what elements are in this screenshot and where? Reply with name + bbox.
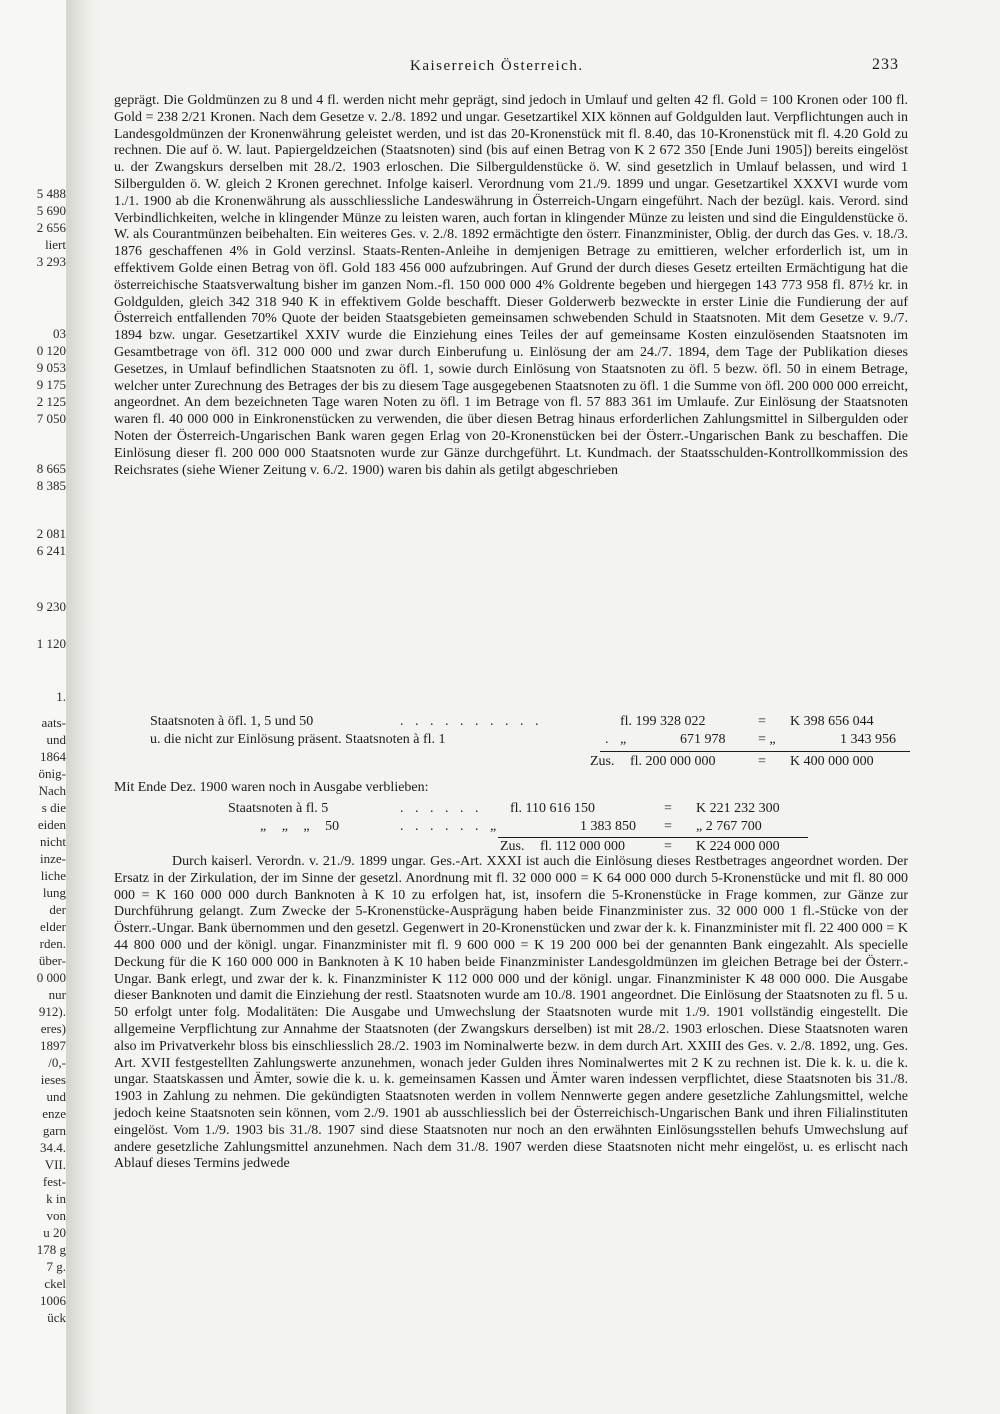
adjacent-page-fragment: 9 230 — [36, 599, 66, 614]
adjacent-page-fragment: 5 690 — [36, 203, 66, 218]
adjacent-page-fragment: VII. — [44, 1157, 66, 1172]
table-cell-equals: = „ — [758, 732, 776, 747]
adjacent-page-edge — [0, 0, 68, 1414]
table-cell-equals: = — [664, 819, 672, 834]
adjacent-page-fragment: nicht — [40, 834, 66, 849]
adjacent-page-fragment: 2 656 — [36, 220, 66, 235]
adjacent-page-fragment: enze — [42, 1106, 66, 1121]
table-cell-gulden: fl. 199 328 022 — [620, 714, 706, 729]
adjacent-page-fragment: eiden — [37, 817, 66, 832]
adjacent-page-fragment: 9 175 — [36, 377, 66, 392]
table-cell-kronen: 1 343 956 — [840, 732, 896, 747]
sum-gulden: fl. 200 000 000 — [630, 754, 716, 769]
sum-equals: = — [664, 839, 672, 854]
table-cell-equals: = — [664, 801, 672, 816]
adjacent-page-fragment: eres) — [40, 1021, 66, 1036]
adjacent-page-fragment: 7 050 — [36, 411, 66, 426]
adjacent-page-fragment: ckel — [44, 1276, 66, 1291]
sum-rule — [600, 751, 910, 752]
adjacent-page-fragment: 2 081 — [36, 526, 66, 541]
table-row-label: Staatsnoten à fl. 5 — [228, 801, 329, 816]
adjacent-page-fragment: nur — [48, 987, 66, 1002]
table-row-label: Staatsnoten à öfl. 1, 5 und 50 — [150, 714, 314, 729]
adjacent-page-fragment: fest- — [42, 1174, 66, 1189]
sum-label: Zus. — [590, 754, 615, 769]
table-cell-equals: = — [758, 714, 766, 729]
adjacent-page-fragment: 9 053 — [36, 360, 66, 375]
adjacent-page-fragment: 7 g. — [46, 1259, 66, 1274]
table-cell-kronen: „ 2 767 700 — [696, 819, 762, 834]
adjacent-page-fragment: s die — [41, 800, 66, 815]
adjacent-page-fragment: 912). — [38, 1004, 66, 1019]
adjacent-page-fragment: rden. — [39, 936, 66, 951]
leader-dots: . . . . . . — [400, 801, 483, 816]
table-cell-gulden: fl. 110 616 150 — [510, 801, 596, 816]
adjacent-page-fragment: 1897 — [40, 1038, 66, 1053]
adjacent-page-fragment: und — [46, 732, 66, 747]
adjacent-page-fragment: 178 g — [36, 1242, 66, 1257]
adjacent-page-fragment: önig- — [38, 766, 66, 781]
adjacent-page-fragment: 03 — [53, 326, 66, 341]
adjacent-page-fragment: 1006 — [40, 1293, 66, 1308]
table-cell-gulden: 1 383 850 — [580, 819, 636, 834]
leader-dots: . . . . . . „ — [400, 819, 501, 834]
sum-equals: = — [758, 754, 766, 769]
adjacent-page-fragment: von — [46, 1208, 66, 1223]
adjacent-page-fragment: /0,- — [48, 1055, 66, 1070]
adjacent-page-fragment: 5 488 — [36, 186, 66, 201]
adjacent-page-fragment: 0 000 — [36, 970, 66, 985]
table-cell-kronen: K 398 656 044 — [790, 714, 874, 729]
adjacent-page-fragment: Nach — [38, 783, 66, 798]
adjacent-page-fragment: 1. — [56, 689, 66, 704]
adjacent-page-fragment: 8 385 — [36, 478, 66, 493]
book-gutter — [66, 0, 100, 1414]
adjacent-page-fragment: 6 241 — [36, 543, 66, 558]
sum-kronen: K 400 000 000 — [790, 754, 874, 769]
adjacent-page-fragment: liche — [40, 868, 66, 883]
sum-label: Zus. — [500, 839, 525, 854]
adjacent-page-fragment: 0 120 — [36, 343, 66, 358]
adjacent-page-fragment: 8 665 — [36, 461, 66, 476]
paragraph-redemption-details: Durch kaiserl. Verordn. v. 21./9. 1899 ungar. Ges.-Art. XXXI ist auch die Einlösung dieses Restbetrages angeordnet worden. Der Ersatz in der Zirkulation, der im Sinne der gesetzl. Anordnung mit fl. 32 000 000 = K 64 000 000 durch 5-Kronenstücke und mit fl. 80 000 000 = K 160 000 000 durch Banknoten à K 10 zu erfolgen hat, ist, insofern die 5-Kronenstücke in Frage kommen, zur Gänze zur Durchführung gelangt. Zum Zwecke der 5-Kronenstücke-Ausprägung haben beide Finanzminister zus. 32 000 000 1 fl.-Stücke von der Österr.-Ungar. Bank übernommen und den gesetzl. Gegenwert in 20-Kronenstücken und zwar der k. k. Finanzminister mit fl. 22 400 000 = K 44 800 000 und der königl. ungar. Finanzminister mit fl. 9 600 000 = K 19 200 000 bei der genannten Bank eingezahlt. Als specielle Deckung für die K 160 000 000 in Banknoten à K 10 haben beide Finanzminister Landesgoldmünzen im gleichen Betrage bei der Österr.-Ungar. Bank erlegt, und zwar der k. k. Finanzminister K 112 000 000 und der königl. ungar. Finanzminister K 48 000 000. Die Ausgabe dieser Banknoten und damit die Einziehung der restl. Staatsnoten wurde am 10./8. 1901 angeordnet. Die Einlösung der Staatsnoten zu fl. 5 u. 50 erfolgt unter folg. Modalitäten: Die Ausgabe und Umwechslung der Staatsnoten wurde mit 1./9. 1901 vollständig eingestellt. Die allgemeine Verpflichtung zur Annahme der Staatsnoten (der Zwangskurs derselben) ist mit 28./2. 1903 erloschen. Diese Staatsnoten waren also im Privatverkehr bloss bis einschliesslich 28./2. 1903 im Nominalwerte bezw. in dem durch Art. XXIII des Ges. v. 2./8. 1892, ung. Ges. Art. XVII festgestellten Zahlungswerte anzunehmen, wonach jeder Gulden ihres Nominalwertes mit 2 K zu rechnen ist. Die k. k. u. die k. ungar. Staatskassen und Ämter, sowie die k. u. k. gemeinsamen Kassen und Ämter waren indessen verpflichtet, diese Staatsnoten bis 31./8. 1903 in Zahlung zu nehmen. Die gekündigten Staatsnoten werden in vollem Nennwerte gegen andere gesetzliche Zahlungsmittel, welche jedoch keine Staatsnoten sein können, vom 2./9. 1901 ab ausschliesslich bei der Österreichisch-Ungarischen Bank und ihren Filialinstituten eingelöst. Vom 1./9. 1903 bis 31./8. 1907 sind diese Staatsnoten nur noch an den erwähnten Einlösungsstellen behufs Umwechslung auf andere gesetzliche Zahlungsmittel anzunehmen. Nach dem 31./8. 1907 werden diese Staatsnoten nicht mehr eingelöst, u. es erlischt nach Ablauf dieses Termins jedwede — [114, 854, 908, 1172]
book-page — [100, 0, 1000, 1414]
table-cell-kronen: K 221 232 300 — [696, 801, 780, 816]
adjacent-page-fragment: ieses — [40, 1072, 66, 1087]
adjacent-page-fragment: u 20 — [43, 1225, 66, 1240]
sum-gulden: fl. 112 000 000 — [540, 839, 626, 854]
adjacent-page-fragment: 1864 — [40, 749, 66, 764]
adjacent-page-fragment: und — [46, 1089, 66, 1104]
remaining-intro: Mit Ende Dez. 1900 waren noch in Ausgabe verblieben: — [114, 780, 429, 795]
adjacent-page-fragment: k in — [46, 1191, 66, 1206]
paragraph-currency-history: geprägt. Die Goldmünzen zu 8 und 4 fl. werden nicht mehr geprägt, sind jedoch in Umlauf und gelten 42 fl. Gold = 100 Kronen oder 100 fl. Gold = 238 2/21 Kronen. Nach dem Gesetze v. 2./8. 1892 und ungar. Gesetzartikel XIX können auf Goldgulden laut. Verpflichtungen auch in Landesgoldmünzen der Kronenwährung geleistet werden, und ist das 20-Kronenstück mit fl. 8.40, das 10-Kronenstück mit fl. 4.20 Gold zu rechnen. Die auf ö. W. laut. Papiergeldzeichen (Staatsnoten) sind (bis auf einen Betrag von K 2 672 350 [Ende Juni 1905]) bereits eingelöst u. der Zwangskurs derselben mit 28./2. 1903 erloschen. Die Silberguldenstücke ö. W. sind gesetzlich in Umlauf belassen, und wird 1 Silbergulden ö. W. gleich 2 Kronen gerechnet. Infolge kaiserl. Verordnung vom 21./9. 1899 und ungar. Gesetzartikel XXXVI wurde vom 1./1. 1900 ab die Kronenwährung als ausschliessliche Landeswährung in Österreich-Ungarn eingeführt. Nach der bezügl. kais. Verord. sind Verbindlichkeiten, welche in klingender Münze zu leisten waren, auch fortan in klingender Münze zu leisten und sind die Einguldenstücke ö. W. als Courantmünzen beibehalten. Ein weiteres Ges. v. 2./8. 1892 ermächtigte den österr. Finanzminister, Oblig. der durch das Ges. v. 18./3. 1876 geschaffenen 4% in Gold verzinsl. Staats-Renten-Anleihe in demjenigen Betrage zu emittieren, welcher erforderlich ist, um in effektivem Golde einen Betrag von öfl. Gold 183 456 000 aufzubringen. Auf Grund der durch dieses Gesetz erteilten Ermächtigung hat die österreichische Staatsverwaltung bisher im ganzen Nom.-fl. 150 000 000 4% Goldrente begeben und hiergegen 143 773 958 fl. 87½ kr. in Goldgulden, gleich 342 318 940 K in effektivem Golde beschafft. Dieser Golderwerb bezweckte in erster Linie die Fundierung der auf Österreich entfallenden 70% Quote der beiden Staatsgebieten gemeinsamen schwebenden Schuld in Staatsnoten. Mit dem Gesetze v. 9./7. 1894 bzw. ungar. Gesetzartikel XXIV wurde die Einziehung eines Teiles der auf gemeinsame Kosten einzulösenden Staatsnoten im Gesamtbetrage von öfl. 312 000 000 und zwar durch Einberufung u. Einlösung der am 24./7. 1894, dem Tage der Publikation dieses Gesetzes, in Umlauf befindlichen Staatsnoten zu öfl. 1, sowie durch Einlösung von Staatsnoten zu öfl. 5 bezw. öfl. 50 in einem Betrage, welcher unter Zurechnung des Betrages der bis zu diesem Tage ausgegebenen Staatsnoten zu öfl. 1 die Summe von öfl. 200 000 000 erreicht, angeordnet. An dem bezeichneten Tage waren Noten zu öfl. 1 im Betrage von fl. 57 883 361 im Umlaufe. Zur Einlösung der Staatsnoten waren fl. 40 000 000 in Einkronenstücken zu verwenden, die über diesen Betrag hinaus erforderlichen Zahlungsmittel in Silbergulden oder Noten der Österreich-Ungarischen Bank waren gegen Erlag von 20-Kronenstücken bei der Österr.-Ungarischen Bank zu beschaffen. Die Einlösung dieser fl. 200 000 000 Staatsnoten wurde zur Gänze durchgeführt. Lt. Kundmach. der Staatsschulden-Kontrollkommission des Reichsrates (siehe Wiener Zeitung v. 6./2. 1900) waren bis dahin als getilgt abgeschrieben — [114, 93, 908, 478]
adjacent-page-fragment: 34.4. — [40, 1140, 66, 1155]
adjacent-page-fragment: lung — [42, 885, 66, 900]
adjacent-page-fragment: ück — [47, 1310, 66, 1325]
adjacent-page-fragment: garn — [42, 1123, 66, 1138]
leader-dots: . . . . . . . . . . — [400, 714, 543, 729]
adjacent-page-fragment: über- — [38, 953, 66, 968]
page-number: 233 — [872, 56, 899, 73]
table-row-label: u. die nicht zur Einlösung präsent. Staatsnoten à fl. 1 — [150, 732, 446, 747]
adjacent-page-fragment: inze- — [40, 851, 66, 866]
adjacent-page-fragment: liert — [45, 237, 66, 252]
adjacent-page-fragment: 3 293 — [36, 254, 66, 269]
adjacent-page-fragment: 2 125 — [36, 394, 66, 409]
sum-kronen: K 224 000 000 — [696, 839, 780, 854]
table-cell-gulden: 671 978 — [680, 732, 726, 747]
adjacent-page-fragment: der — [49, 902, 66, 917]
adjacent-page-fragment: 1 120 — [36, 636, 66, 651]
leader-dots: . „ — [605, 732, 631, 747]
table-row-label: „ „ „ 50 — [260, 819, 340, 834]
adjacent-page-fragment: aats- — [41, 715, 66, 730]
running-title: Kaiserreich Österreich. — [410, 58, 584, 74]
adjacent-page-fragment: elder — [40, 919, 66, 934]
